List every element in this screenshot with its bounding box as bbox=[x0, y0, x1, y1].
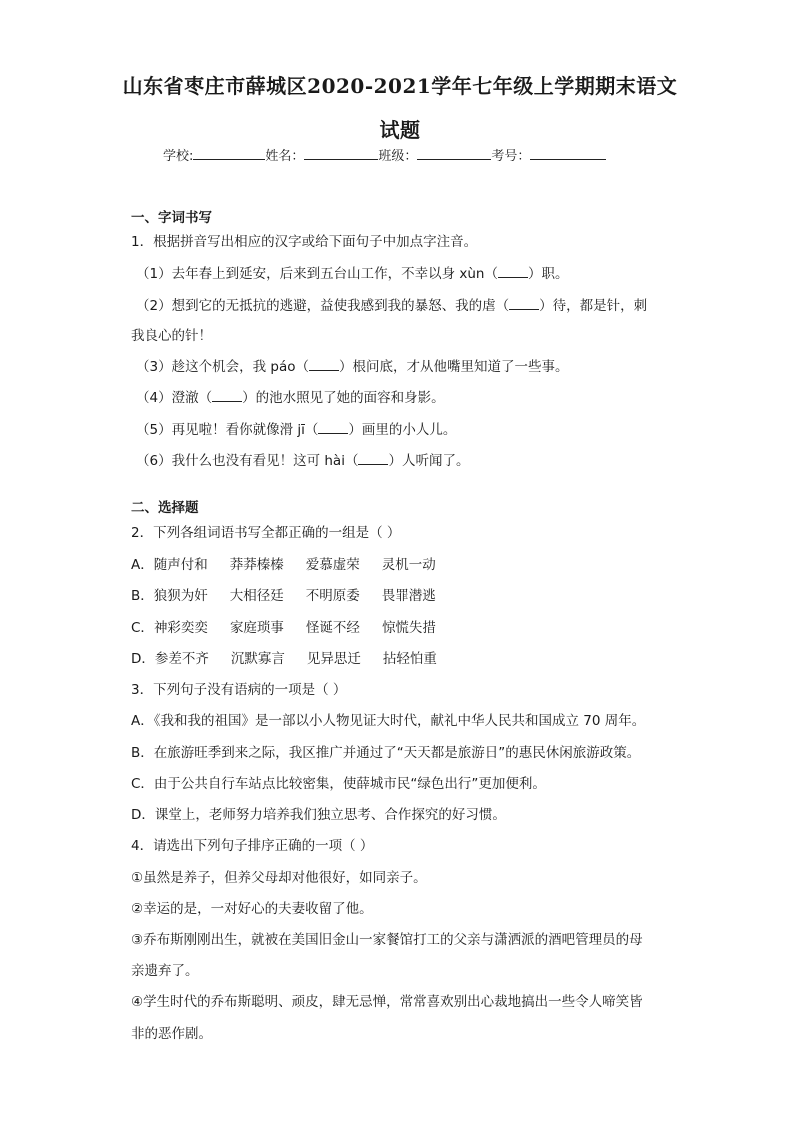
q2-option-b[interactable]: B．狼狈为奸 大相径廷 不明原委 畏罪潜逃 bbox=[131, 588, 436, 604]
q1-item-5: （5）再见啦！看你就像滑 jī（ ）画里的小人儿。 bbox=[136, 422, 457, 438]
q4-sentence-2: ②幸运的是，一对好心的夫妻收留了他。 bbox=[131, 901, 373, 917]
q3-option-b[interactable]: B．在旅游旺季到来之际，我区推广并通过了“天天都是旅游日”的惠民休闲旅游政策。 bbox=[131, 745, 641, 761]
q3-option-a[interactable]: A．《我和我的祖国》是一部以小人物见证大时代，献礼中华人民共和国成立 70 周年。 bbox=[131, 713, 646, 729]
number-label: 考号： bbox=[491, 149, 531, 164]
answer-blank[interactable] bbox=[358, 452, 388, 465]
answer-blank[interactable] bbox=[309, 358, 339, 371]
q4-sentence-4: ④学生时代的乔布斯聪明、顽皮，肆无忌惮，常常喜欢别出心裁地搞出一些令人啼笑皆 bbox=[131, 994, 643, 1010]
q2-option-a[interactable]: A．随声付和 莽莽榛榛 爱慕虚荣 灵机一动 bbox=[131, 557, 436, 573]
q2-option-d[interactable]: D．参差不齐 沉默寡言 见异思迁 拈轻怕重 bbox=[131, 651, 437, 667]
q3-option-c[interactable]: C．由于公共自行车站点比较密集，使薛城市民“绿色出行”更加便利。 bbox=[131, 776, 546, 792]
q3-option-d[interactable]: D．课堂上，老师努力培养我们独立思考、合作探究的好习惯。 bbox=[131, 807, 506, 823]
q1-item-1: （1）去年春上到延安，后来到五台山工作，不幸以身 xùn（ ）职。 bbox=[136, 266, 569, 282]
class-blank[interactable] bbox=[417, 145, 491, 160]
q1-item-6: （6）我什么也没有看见！这可 hài（ ）人听闻了。 bbox=[136, 453, 470, 469]
q4-sentence-3-cont: 亲遗弃了。 bbox=[131, 963, 199, 979]
q4-sentence-4-cont: 非的恶作剧。 bbox=[131, 1026, 212, 1042]
school-blank[interactable] bbox=[193, 145, 265, 160]
name-label: 姓名： bbox=[265, 149, 305, 164]
school-label: 学校: bbox=[163, 149, 194, 164]
q1-item-3: （3）趁这个机会，我 páo（ ）根问底，才从他嘴里知道了一些事。 bbox=[136, 359, 569, 375]
name-blank[interactable] bbox=[304, 145, 378, 160]
answer-blank[interactable] bbox=[498, 265, 528, 278]
answer-blank[interactable] bbox=[509, 297, 539, 310]
document-title-line2: 试题 bbox=[379, 118, 421, 142]
q1-item-2: （2）想到它的无抵抗的逃避，益使我感到我的暴怒、我的虐（ ）待，都是针，刺 bbox=[136, 298, 648, 314]
question-1: 1．根据拼音写出相应的汉字或给下面句子中加点字注音。 bbox=[131, 234, 478, 250]
section2-heading: 二、选择题 bbox=[131, 500, 199, 516]
answer-blank[interactable] bbox=[318, 421, 348, 434]
document-title-line1: 山东省枣庄市薛城区2020-2021学年七年级上学期期末语文 bbox=[122, 74, 678, 98]
student-info-row bbox=[163, 145, 606, 164]
section1-heading: 一、字词书写 bbox=[131, 210, 212, 226]
q2-option-c[interactable]: C．神彩奕奕 家庭琐事 怪诞不经 惊慌失措 bbox=[131, 620, 436, 636]
q4-sentence-1: ①虽然是养子，但养父母却对他很好，如同亲子。 bbox=[131, 870, 427, 886]
question-4: 4．请选出下列句子排序正确的一项（ ） bbox=[131, 838, 374, 854]
q4-sentence-3: ③乔布斯刚刚出生，就被在美国旧金山一家餐馆打工的父亲与潇洒派的酒吧管理员的母 bbox=[131, 932, 643, 948]
q1-item-2-cont: 我良心的针！ bbox=[131, 328, 212, 344]
number-blank[interactable] bbox=[530, 145, 606, 160]
question-2: 2．下列各组词语书写全都正确的一组是（ ） bbox=[131, 525, 401, 541]
class-label: 班级： bbox=[378, 149, 418, 164]
question-3: 3．下列句子没有语病的一项是（ ） bbox=[131, 682, 347, 698]
q1-item-4: （4）澄澈（ ）的池水照见了她的面容和身影。 bbox=[136, 390, 445, 406]
answer-blank[interactable] bbox=[212, 389, 242, 402]
